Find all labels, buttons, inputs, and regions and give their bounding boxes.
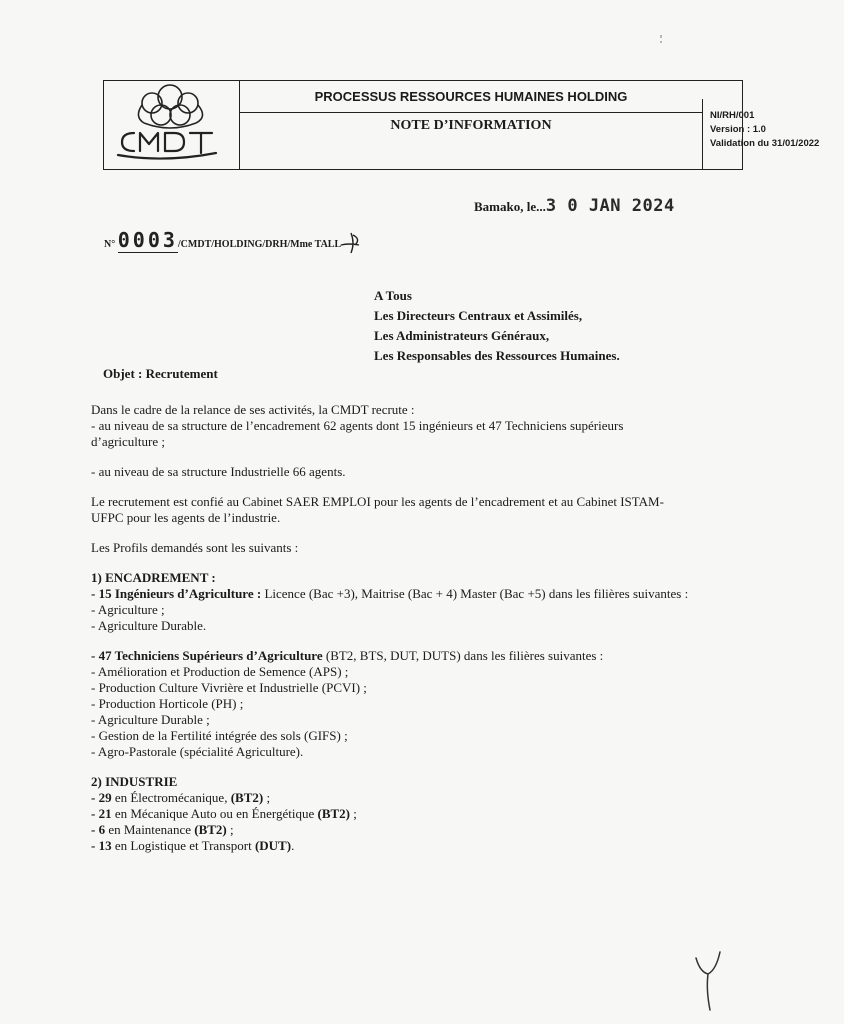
date-stamp: 3 0 JAN 2024	[545, 196, 675, 216]
date-line	[474, 196, 675, 216]
technicians-text: (BT2, BTS, DUT, DUTS) dans les filières suivantes :	[322, 648, 604, 663]
document-meta	[702, 99, 844, 169]
validation-date: Validation du 31/01/2022	[710, 138, 820, 149]
corner-mark	[656, 34, 666, 46]
ref-code: NI/RH/001	[710, 110, 755, 121]
list-item: - 21 en Mécanique Auto ou en Énergétique (BT2) ;	[91, 806, 357, 821]
list-item: - Agro-Pastorale (spécialité Agriculture).	[91, 744, 304, 759]
engineers-line	[91, 586, 691, 602]
list-item: - Agriculture Durable ;	[91, 712, 210, 727]
list-item: - 29 en Électromécanique, (BT2) ;	[91, 790, 271, 805]
list-item: - 13 en Logistique et Transport (DUT).	[91, 838, 295, 853]
document-header	[103, 80, 820, 170]
date-prefix: Bamako, le...	[474, 199, 546, 214]
reference-prefix: N°	[104, 239, 116, 250]
document-type: NOTE D’INFORMATION	[390, 118, 552, 133]
engineers-text: Licence (Bac +3), Maitrise (Bac + 4) Master (Bac +5) dans les filières suivantes :	[261, 586, 689, 601]
list-item: - Gestion de la Fertilité intégrée des sols (GIFS) ;	[91, 728, 348, 743]
intro-line: - au niveau de sa structure Industrielle 66 agents.	[91, 464, 346, 479]
process-title: PROCESSUS RESSOURCES HUMAINES HOLDING	[240, 81, 702, 113]
engineers-label: - 15 Ingénieurs d’Agriculture :	[91, 586, 262, 601]
recipient-line: Les Responsables des Ressources Humaines.	[374, 348, 620, 363]
reference-suffix: /CMDT/HOLDING/DRH/Mme TALL	[177, 239, 341, 250]
cabinet-paragraph: Le recrutement est confié au Cabinet SAER EMPLOI pour les agents de l’encadrement et au Cabinet ISTAM-UFPC pour les agents de l’industrie.	[91, 494, 664, 525]
section-heading-industrie: 2) INDUSTRIE	[91, 774, 178, 789]
version: Version : 1.0	[710, 124, 766, 135]
initials-mark-icon	[339, 229, 365, 255]
initials-signature-icon	[690, 944, 730, 1014]
intro-line: - au niveau de sa structure de l’encadrement 62 agents dont 15 ingénieurs et 47 Techniciens supérieurs d’agriculture ;	[91, 418, 624, 449]
list-item: - Agriculture ;	[91, 602, 165, 617]
reference-number: 0003	[117, 228, 178, 252]
profiles-intro: Les Profils demandés sont les suivants :	[91, 540, 299, 555]
list-item: - Production Horticole (PH) ;	[91, 696, 244, 711]
technicians-label: - 47 Techniciens Supérieurs d’Agriculture	[91, 648, 323, 663]
recipient-line: A Tous	[374, 288, 412, 303]
cmdt-logo	[104, 81, 240, 169]
technicians-line	[91, 648, 691, 664]
subject-line: Objet : Recrutement	[103, 366, 218, 381]
list-item: - 6 en Maintenance (BT2) ;	[91, 822, 234, 837]
recipient-line: Les Administrateurs Généraux,	[374, 328, 550, 343]
list-item: - Production Culture Vivrière et Industrielle (PCVI) ;	[91, 680, 367, 695]
recipients-block	[374, 286, 620, 366]
recipient-line: Les Directeurs Centraux et Assimilés,	[374, 308, 583, 323]
section-heading-encadrement: 1) ENCADREMENT :	[91, 570, 216, 585]
reference-line	[104, 228, 365, 255]
list-item: - Amélioration et Production de Semence (APS) ;	[91, 664, 349, 679]
document-body	[91, 402, 691, 854]
intro-line: Dans le cadre de la relance de ses activités, la CMDT recrute :	[91, 402, 415, 417]
list-item: - Agriculture Durable.	[91, 618, 207, 633]
cotton-logo-icon	[104, 81, 238, 167]
